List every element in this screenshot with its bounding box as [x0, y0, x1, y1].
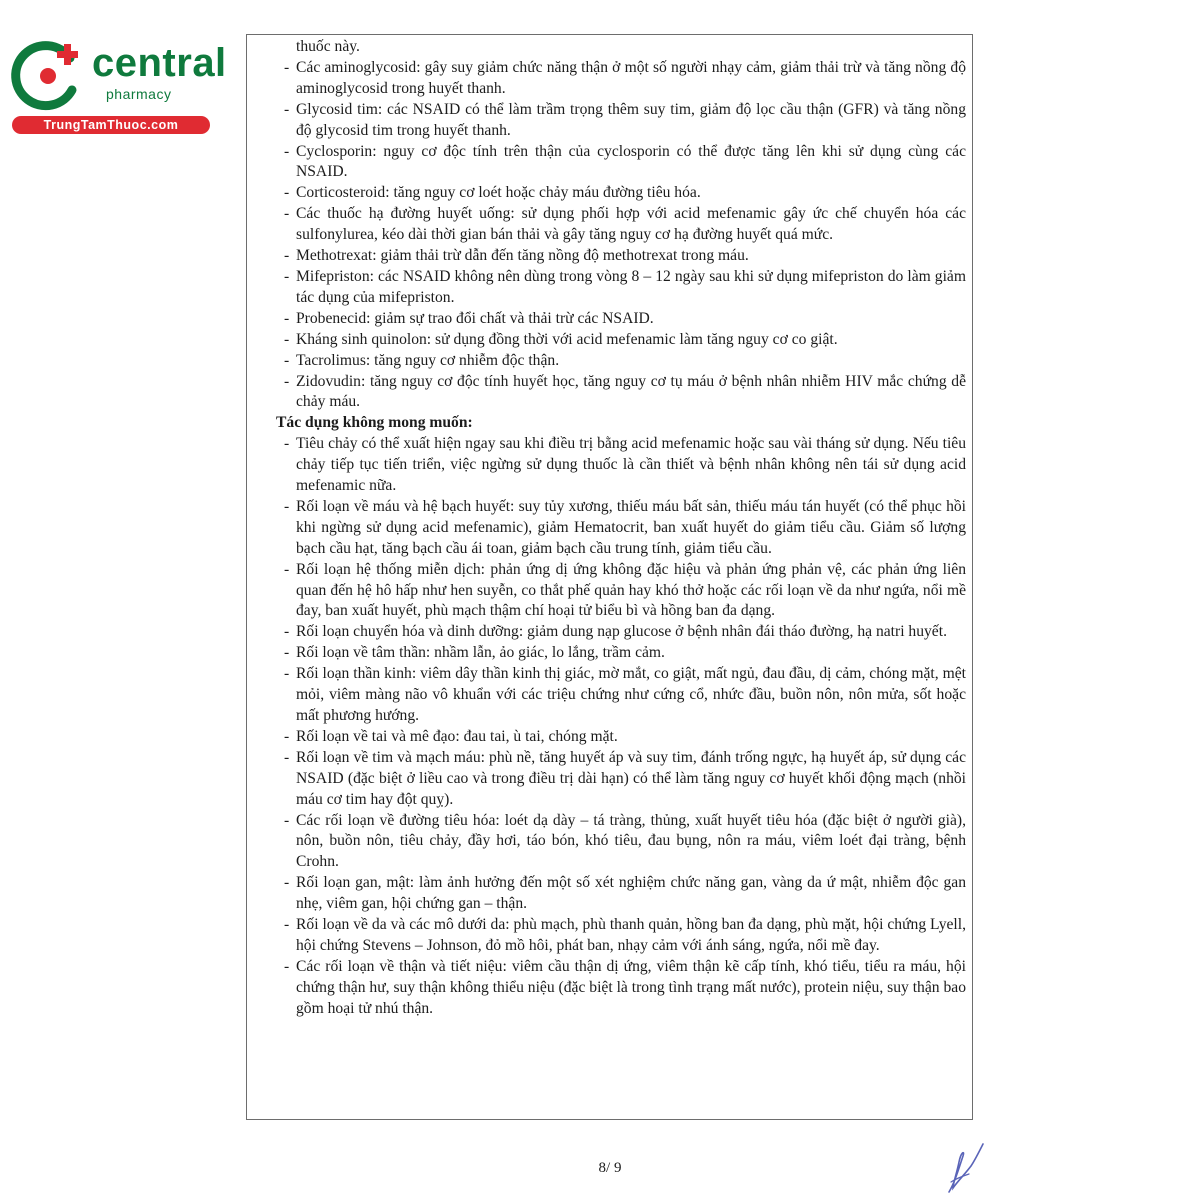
list-item: - Probenecid: giảm sự trao đổi chất và thải trừ các NSAID.	[276, 309, 966, 330]
page-number: 8/ 9	[598, 1160, 622, 1176]
side-effects-list	[276, 434, 966, 1019]
list-item: - Rối loạn về tai và mê đạo: đau tai, ù tai, chóng mặt.	[276, 727, 966, 748]
list-item: - Các rối loạn về đường tiêu hóa: loét dạ dày – tá tràng, thủng, xuất huyết tiêu hóa (đặc biệt ở người già), nôn, buồn nôn, tiêu chảy, đầy hơi, táo bón, khó tiêu, đau bụng, nôn ra máu, viêm loét đại tràng, bệnh Crohn.	[276, 811, 966, 874]
central-pharmacy-logo[interactable]	[10, 34, 227, 138]
section-heading: Tác dụng không mong muốn:	[276, 414, 473, 432]
list-item: - Rối loạn hệ thống miễn dịch: phản ứng dị ứng không đặc hiệu và phản ứng phản vệ, các phản ứng liên quan đến hệ hô hấp như hen suyễn, co thắt phế quản hay khó thở hoặc các rối loạn về da như ngứa, nổi mề đay, ban xuất huyết, phù mạch thậm chí hoại tử biểu bì và hồng ban đa dạng.	[276, 560, 966, 623]
list-item: - Kháng sinh quinolon: sử dụng đồng thời với acid mefenamic làm tăng nguy cơ co giật.	[276, 330, 966, 351]
signature-icon	[935, 1138, 995, 1198]
document-body	[276, 37, 966, 1020]
list-item: - Rối loạn thần kinh: viêm dây thần kinh thị giác, mờ mắt, co giật, mất ngủ, đau đầu, dị cảm, chóng mặt, mệt mỏi, viêm màng não vô khuẩn với các triệu chứng như cứng cổ, nhức đầu, buồn nôn, nôn mửa, sốt hoặc mất phương hướng.	[276, 664, 966, 727]
list-item: - Glycosid tim: các NSAID có thể làm trầm trọng thêm suy tim, giảm độ lọc cầu thận (GFR) và tăng nồng độ glycosid tim trong huyết thanh.	[276, 100, 966, 142]
list-item: - Tiêu chảy có thể xuất hiện ngay sau khi điều trị bằng acid mefenamic hoặc sau vài tháng sử dụng. Nếu tiêu chảy tiếp tục tiến triển, việc ngừng sử dụng thuốc là cần thiết và bệnh nhân không nên tái sử dụng acid mefenamic nữa.	[276, 434, 966, 497]
list-item: - Rối loạn gan, mật: làm ảnh hưởng đến một số xét nghiệm chức năng gan, vàng da ứ mật, nhiễm độc gan nhẹ, viêm gan, hội chứng gan – thận.	[276, 873, 966, 915]
list-item: - Rối loạn về máu và hệ bạch huyết: suy tủy xương, thiếu máu bất sản, thiếu máu tán huyết (có thể phục hồi khi ngừng sử dụng acid mefenamic), giảm Hematocrit, ban xuất huyết do giảm tiểu cầu. Giảm số lượng bạch cầu hạt, tăng bạch cầu ái toan, giảm bạch cầu trung tính, giảm tiểu cầu.	[276, 497, 966, 560]
interactions-list	[276, 58, 966, 413]
list-item: - Rối loạn về tim và mạch máu: phù nề, tăng huyết áp và suy tim, đánh trống ngực, hạ huyết áp, sử dụng các NSAID (đặc biệt ở liều cao và trong điều trị dài hạn) có thể làm tăng nguy cơ huyết khối động mạch (nhồi máu cơ tim hay đột quỵ).	[276, 748, 966, 811]
list-item: - Zidovudin: tăng nguy cơ độc tính huyết học, tăng nguy cơ tụ máu ở bệnh nhân nhiễm HIV mắc chứng dễ chảy máu.	[276, 372, 966, 414]
list-item: - Tacrolimus: tăng nguy cơ nhiễm độc thận.	[276, 351, 966, 372]
central-logo-icon	[10, 36, 88, 114]
list-item: - Corticosteroid: tăng nguy cơ loét hoặc chảy máu đường tiêu hóa.	[276, 183, 966, 204]
list-item: - Rối loạn về tâm thần: nhầm lẫn, ảo giác, lo lắng, trầm cảm.	[276, 643, 966, 664]
logo-site-banner[interactable]: TrungTamThuoc.com	[12, 116, 210, 134]
list-item: - Mifepriston: các NSAID không nên dùng trong vòng 8 – 12 ngày sau khi sử dụng mifepriston do làm giảm tác dụng của mifepriston.	[276, 267, 966, 309]
continuation-text: thuốc này.	[296, 38, 360, 55]
logo-sub-text: pharmacy	[106, 86, 172, 102]
list-item: - Methotrexat: giảm thải trừ dẫn đến tăng nồng độ methotrexat trong máu.	[276, 246, 966, 267]
list-item: - Cyclosporin: nguy cơ độc tính trên thận của cyclosporin có thể được tăng lên khi sử dụng cùng các NSAID.	[276, 142, 966, 184]
logo-brand-text: central	[92, 41, 227, 85]
list-item: - Các rối loạn về thận và tiết niệu: viêm cầu thận dị ứng, viêm thận kẽ cấp tính, khó tiểu, tiểu ra máu, hội chứng thận hư, suy thận không thiểu niệu (đặc biệt là trong tình trạng mất nước), protein niệu, suy thận bao gồm hoại tử nhú thận.	[276, 957, 966, 1020]
list-item: - Rối loạn về da và các mô dưới da: phù mạch, phù thanh quản, hồng ban đa dạng, phù mặt, hội chứng Lyell, hội chứng Stevens – Johnson, đỏ mồ hôi, phát ban, nhạy cảm với ánh sáng, ngứa, nổi mề đay.	[276, 915, 966, 957]
list-item: - Rối loạn chuyển hóa và dinh dưỡng: giảm dung nạp glucose ở bệnh nhân đái tháo đường, hạ natri huyết.	[276, 622, 966, 643]
list-item: - Các aminoglycosid: gây suy giảm chức năng thận ở một số người nhạy cảm, giảm thải trừ và tăng nồng độ aminoglycosid trong huyết thanh.	[276, 58, 966, 100]
list-item: - Các thuốc hạ đường huyết uống: sử dụng phối hợp với acid mefenamic gây ức chế chuyển hóa các sulfonylurea, kéo dài thời gian bán thải và gây tăng nguy cơ hạ đường huyết quá mức.	[276, 204, 966, 246]
